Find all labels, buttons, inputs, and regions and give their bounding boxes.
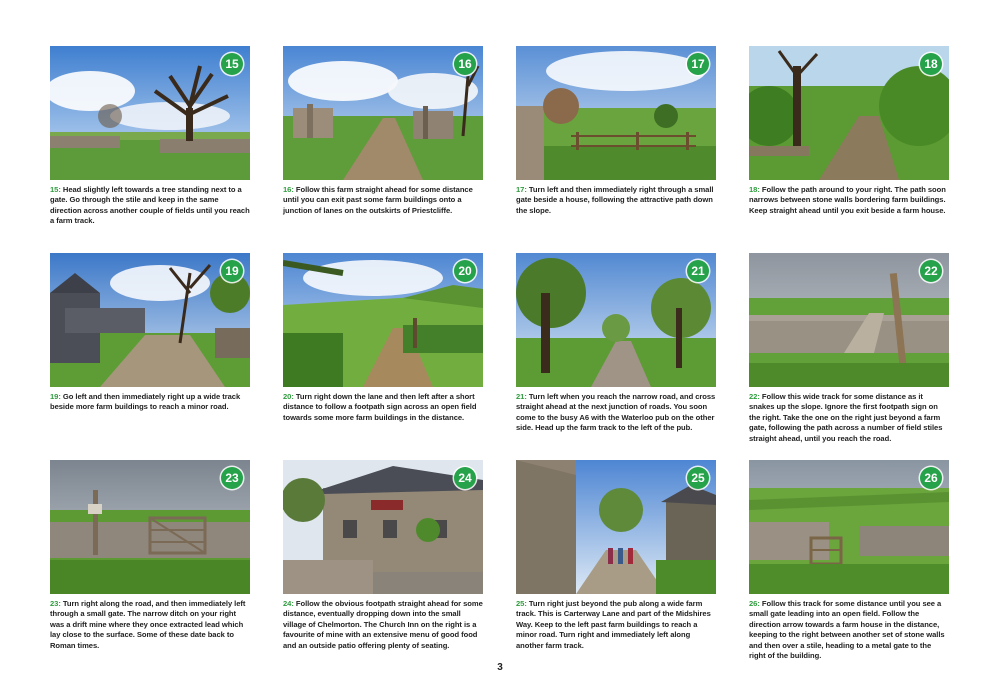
step-badge-15: 15: [221, 53, 243, 75]
step-card-24: [283, 460, 483, 651]
step-number-15: 15:: [50, 185, 61, 194]
step-photo-20: [283, 253, 483, 387]
step-caption-20: [283, 392, 483, 423]
step-badge-20: 20: [454, 260, 476, 282]
step-text-23: Turn right along the road, and then immediately left through a small gate. The narrow ditch on your right was a drift mine where they once extracted lead which lay close to the surface. Some of these date back to Roman times.: [50, 599, 246, 650]
step-card-22: [749, 253, 949, 444]
village-pub-photo: [283, 460, 483, 594]
step-caption-25: [516, 599, 716, 651]
farm-track-walkers-photo: [516, 460, 716, 594]
step-caption-23: [50, 599, 250, 651]
narrow-road-photo: [516, 253, 716, 387]
farm-lane-photo: [283, 46, 483, 180]
step-card-17: [516, 46, 716, 216]
page-number: 3: [497, 662, 503, 673]
step-badge-21: 21: [687, 260, 709, 282]
step-caption-24: [283, 599, 483, 651]
step-text-25: Turn right just beyond the pub along a wide farm track. This is Carterway Lane and part of the Midshires Way. Keep to the left past farm buildings to reach a minor road. Turn right and immediately left along another farm track.: [516, 599, 711, 650]
step-card-26: [749, 460, 949, 661]
stone-wall-signpost-photo: [749, 253, 949, 387]
step-badge-24: 24: [454, 467, 476, 489]
step-number-18: 18:: [749, 185, 760, 194]
step-photo-17: [516, 46, 716, 180]
step-caption-16: [283, 185, 483, 216]
step-number-21: 21:: [516, 392, 527, 401]
step-number-22: 22:: [749, 392, 760, 401]
step-text-21: Turn left when you reach the narrow road, and cross straight ahead at the next junction of roads. You soon come to the busy A6 with the Waterloo pub on the other side. Head up the farm track to the left of the pub.: [516, 392, 716, 433]
farm-buildings-track-photo: [50, 253, 250, 387]
step-photo-21: [516, 253, 716, 387]
step-photo-19: [50, 253, 250, 387]
step-card-25: [516, 460, 716, 651]
step-photo-24: [283, 460, 483, 594]
step-badge-25: 25: [687, 467, 709, 489]
step-caption-19: [50, 392, 250, 413]
step-number-19: 19:: [50, 392, 61, 401]
step-badge-19: 19: [221, 260, 243, 282]
step-badge-23: 23: [221, 467, 243, 489]
step-photo-22: [749, 253, 949, 387]
garden-path-photo: [516, 46, 716, 180]
step-badge-17: 17: [687, 53, 709, 75]
step-number-16: 16:: [283, 185, 294, 194]
step-card-18: [749, 46, 949, 216]
step-caption-21: [516, 392, 716, 434]
step-photo-25: [516, 460, 716, 594]
step-text-20: Turn right down the lane and then left after a short distance to follow a footpath sign across an open field towards some more farm buildings in the distance.: [283, 392, 477, 422]
step-photo-16: [283, 46, 483, 180]
step-card-19: [50, 253, 250, 413]
step-text-17: Turn left and then immediately right through a small gate beside a house, following the attractive path down the slope.: [516, 185, 714, 215]
step-card-21: [516, 253, 716, 434]
step-card-16: [283, 46, 483, 216]
step-caption-17: [516, 185, 716, 216]
step-card-15: [50, 46, 250, 227]
step-caption-22: [749, 392, 949, 444]
step-number-25: 25:: [516, 599, 527, 608]
tree-field-photo: [50, 46, 250, 180]
step-caption-26: [749, 599, 949, 661]
step-card-20: [283, 253, 483, 423]
step-number-17: 17:: [516, 185, 527, 194]
step-caption-18: [749, 185, 949, 216]
step-number-23: 23:: [50, 599, 61, 608]
step-text-15: Head slightly left towards a tree standing next to a gate. Go through the stile and keep in the same direction across another couple of fields until you reach a farm track.: [50, 185, 250, 226]
step-caption-15: [50, 185, 250, 227]
step-text-26: Follow this track for some distance until you see a small gate leading into an open field. Follow the direction arrow towards a farm house in the distance, keeping to the right between another set of stone walls and then over a stile, heading to a metal gate to the right of the building.: [749, 599, 945, 661]
step-number-26: 26:: [749, 599, 760, 608]
step-photo-26: [749, 460, 949, 594]
step-text-16: Follow this farm straight ahead for some distance until you can exit past some farm buildings onto a junction of lanes on the outskirts of Priestcliffe.: [283, 185, 473, 215]
step-badge-18: 18: [920, 53, 942, 75]
step-badge-26: 26: [920, 467, 942, 489]
step-text-18: Follow the path around to your right. The path soon narrows between stone walls bordering farm buildings. Keep straight ahead until you exit beside a farm house.: [749, 185, 946, 215]
step-photo-18: [749, 46, 949, 180]
road-gate-photo: [50, 460, 250, 594]
step-badge-16: 16: [454, 53, 476, 75]
field-gate-photo: [749, 460, 949, 594]
walled-path-photo: [749, 46, 949, 180]
step-text-24: Follow the obvious footpath straight ahead for some distance, eventually dropping down into the small village of Chelmorton. The Church Inn on the right is a favourite of mine with an extensive menu of good food and an outside patio offering plenty of seating.: [283, 599, 483, 650]
step-text-22: Follow this wide track for some distance as it snakes up the slope. Ignore the first footpath sign on the right. Take the one on the right just beyond a farm gate, following the path across a number of field stiles straight ahead, until you reach the road.: [749, 392, 943, 443]
step-photo-15: [50, 46, 250, 180]
step-number-20: 20:: [283, 392, 294, 401]
step-photo-23: [50, 460, 250, 594]
step-badge-22: 22: [920, 260, 942, 282]
step-card-23: [50, 460, 250, 651]
step-text-19: Go left and then immediately right up a wide track beside more farm buildings to reach a minor road.: [50, 392, 241, 412]
step-number-24: 24:: [283, 599, 294, 608]
open-field-photo: [283, 253, 483, 387]
